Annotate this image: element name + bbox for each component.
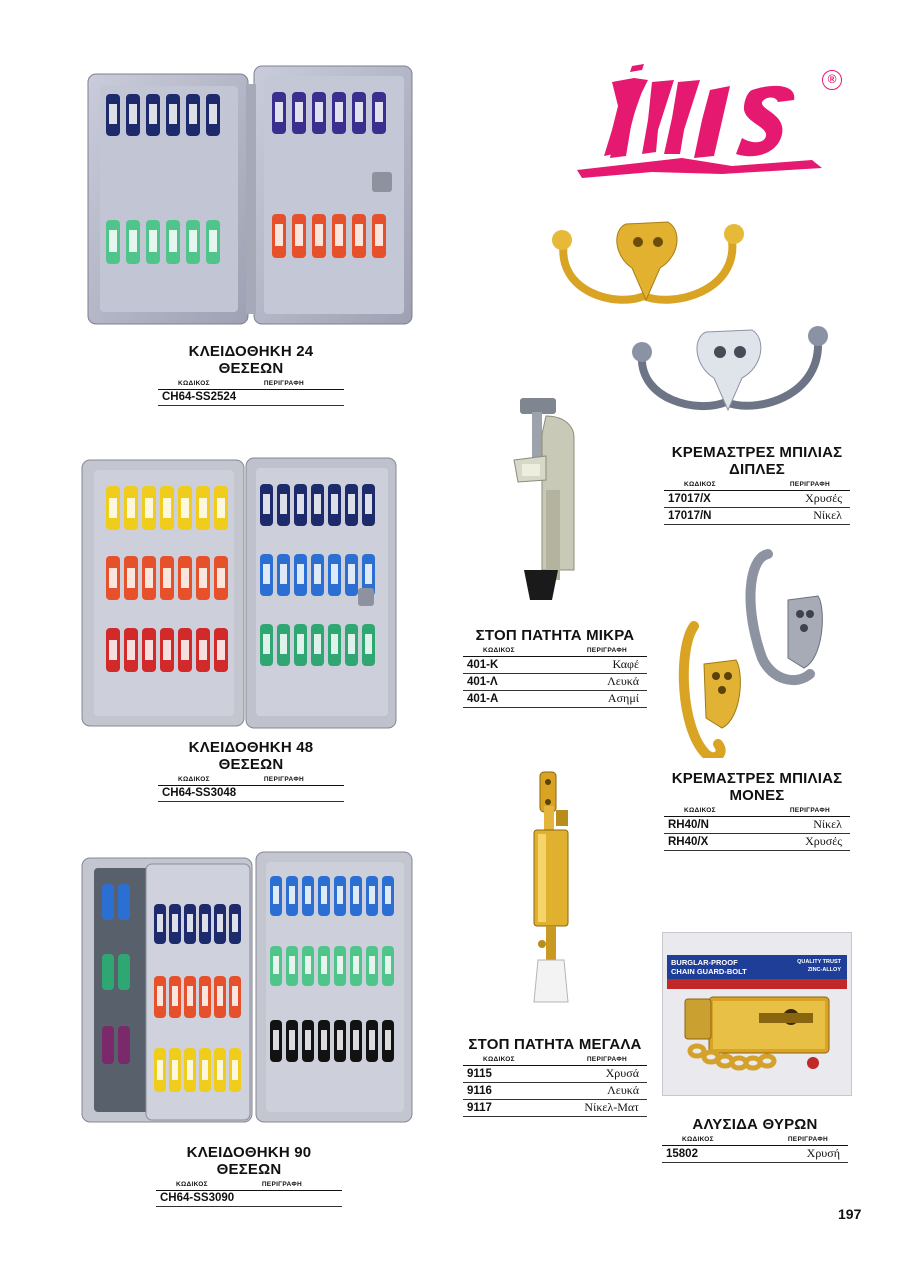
door-stop-large-image	[524, 770, 580, 1010]
key-cabinet-90-spec	[156, 1144, 342, 1207]
product-code: 9115	[467, 1068, 492, 1080]
product-subtitle: ΔΙΠΛΕΣ	[729, 461, 785, 478]
key-cabinet-90-image	[80, 850, 416, 1130]
product-title: ΚΛΕΙΔΟΘΗΚΗ 48 ΘΕΣΕΩΝ	[188, 739, 314, 773]
package-title-line1: BURGLAR-PROOF	[671, 958, 738, 967]
product-description: Χρυσές	[805, 834, 842, 848]
door-chain-package	[662, 932, 852, 1096]
product-code: RH40/N	[668, 819, 709, 831]
door-chain-image	[663, 977, 853, 1093]
product-code: 17017/N	[668, 510, 712, 522]
door-stop-small-spec	[463, 627, 647, 708]
package-tag-line1: QUALITY TRUST	[797, 959, 841, 965]
door-stop-small-image	[510, 394, 584, 606]
spec-row	[463, 1083, 647, 1100]
description-column-header: ΠΕΡΙΓΡΑΦΗ	[586, 647, 627, 654]
spec-row	[463, 691, 647, 708]
product-title: ΣΤΟΠ ΠΑΤΗΤΑ ΜΕΓΑΛΑ	[468, 1036, 642, 1053]
product-code: 401-Λ	[467, 676, 498, 688]
spec-row	[463, 674, 647, 691]
code-column-header: ΚΩΔΙΚΟΣ	[178, 380, 210, 387]
product-code: CH64-SS2524	[162, 391, 237, 403]
spec-row	[156, 1191, 342, 1207]
spec-row	[664, 817, 850, 834]
description-column-header: ΠΕΡΙΓΡΑΦΗ	[586, 1056, 627, 1063]
spec-row	[158, 390, 344, 406]
code-column-header: ΚΩΔΙΚΟΣ	[682, 1136, 714, 1143]
product-title: ΚΛΕΙΔΟΘΗΚΗ 90 ΘΕΣΕΩΝ	[186, 1144, 312, 1178]
code-column-header: ΚΩΔΙΚΟΣ	[483, 647, 515, 654]
product-code: 9117	[467, 1102, 492, 1114]
product-code: RH40/X	[668, 836, 709, 848]
product-code: 17017/X	[668, 493, 711, 505]
key-cabinet-48-spec	[158, 739, 344, 802]
product-description: Νίκελ	[813, 508, 842, 522]
product-code: 401-A	[467, 693, 499, 705]
page-number: 197	[838, 1206, 862, 1222]
product-subtitle: ΜΟΝΕΣ	[729, 787, 785, 804]
description-column-header: ΠΕΡΙΓΡΑΦΗ	[263, 776, 304, 783]
spec-table-header	[156, 1178, 342, 1191]
spec-row	[463, 1066, 647, 1083]
product-title: ΚΡΕΜΑΣΤΡΕΣ ΜΠΙΛΙΑΣ	[671, 444, 843, 461]
spec-table-header	[664, 478, 850, 491]
registered-mark: ®	[822, 70, 842, 90]
single-hooks-spec	[664, 770, 850, 851]
spec-row	[463, 1100, 647, 1117]
product-description: Χρυσή	[806, 1146, 840, 1160]
spec-table-header	[158, 377, 344, 390]
spec-table-header	[463, 644, 647, 657]
door-chain-spec	[662, 1116, 848, 1163]
product-description: Χρυσά	[605, 1066, 639, 1080]
description-column-header: ΠΕΡΙΓΡΑΦΗ	[789, 807, 830, 814]
package-label-band	[667, 955, 847, 979]
key-cabinet-24-image	[86, 64, 416, 330]
description-column-header: ΠΕΡΙΓΡΑΦΗ	[789, 481, 830, 488]
code-column-header: ΚΩΔΙΚΟΣ	[178, 776, 210, 783]
product-title: ΚΡΕΜΑΣΤΡΕΣ ΜΠΙΛΙΑΣ	[671, 770, 843, 787]
product-code: 401-K	[467, 659, 499, 671]
spec-table-header	[662, 1133, 848, 1146]
description-column-header: ΠΕΡΙΓΡΑΦΗ	[263, 380, 304, 387]
product-description: Λευκά	[607, 1083, 639, 1097]
spec-row	[664, 508, 850, 525]
description-column-header: ΠΕΡΙΓΡΑΦΗ	[787, 1136, 828, 1143]
double-hook-gold-image	[546, 212, 754, 312]
product-code: CH64-SS3090	[160, 1192, 235, 1204]
door-stop-large-spec	[463, 1036, 647, 1117]
code-column-header: ΚΩΔΙΚΟΣ	[684, 807, 716, 814]
spec-table-header	[664, 804, 850, 817]
product-code: 15802	[666, 1148, 698, 1160]
product-description: Καφέ	[612, 657, 639, 671]
product-description: Νίκελ-Ματ	[584, 1100, 639, 1114]
spec-row	[664, 834, 850, 851]
key-cabinet-24-spec	[158, 343, 344, 406]
description-column-header: ΠΕΡΙΓΡΑΦΗ	[261, 1181, 302, 1188]
spec-row	[662, 1146, 848, 1163]
spec-row	[463, 657, 647, 674]
package-tag-line2: ZINC-ALLOY	[807, 967, 841, 973]
key-cabinet-48-image	[80, 456, 400, 732]
double-hook-nickel-image	[628, 318, 834, 418]
product-description: Ασημί	[607, 691, 639, 705]
single-hook-image	[676, 548, 846, 758]
code-column-header: ΚΩΔΙΚΟΣ	[684, 481, 716, 488]
product-description: Νίκελ	[813, 817, 842, 831]
spec-table-header	[463, 1053, 647, 1066]
double-hooks-spec	[664, 444, 850, 525]
product-description: Χρυσές	[805, 491, 842, 505]
brand-logo	[572, 60, 844, 182]
product-title: ΑΛΥΣΙΔΑ ΘΥΡΩΝ	[692, 1116, 818, 1133]
spec-row	[664, 491, 850, 508]
product-code: CH64-SS3048	[162, 787, 237, 799]
product-title: ΚΛΕΙΔΟΘΗΚΗ 24 ΘΕΣΕΩΝ	[188, 343, 314, 377]
spec-row	[158, 786, 344, 802]
product-code: 9116	[467, 1085, 492, 1097]
product-title: ΣΤΟΠ ΠΑΤΗΤΑ ΜΙΚΡΑ	[475, 627, 635, 644]
package-title-line2: CHAIN GUARD-BOLT	[671, 967, 747, 976]
spec-table-header	[158, 773, 344, 786]
code-column-header: ΚΩΔΙΚΟΣ	[483, 1056, 515, 1063]
code-column-header: ΚΩΔΙΚΟΣ	[176, 1181, 208, 1188]
product-description: Λευκά	[607, 674, 639, 688]
